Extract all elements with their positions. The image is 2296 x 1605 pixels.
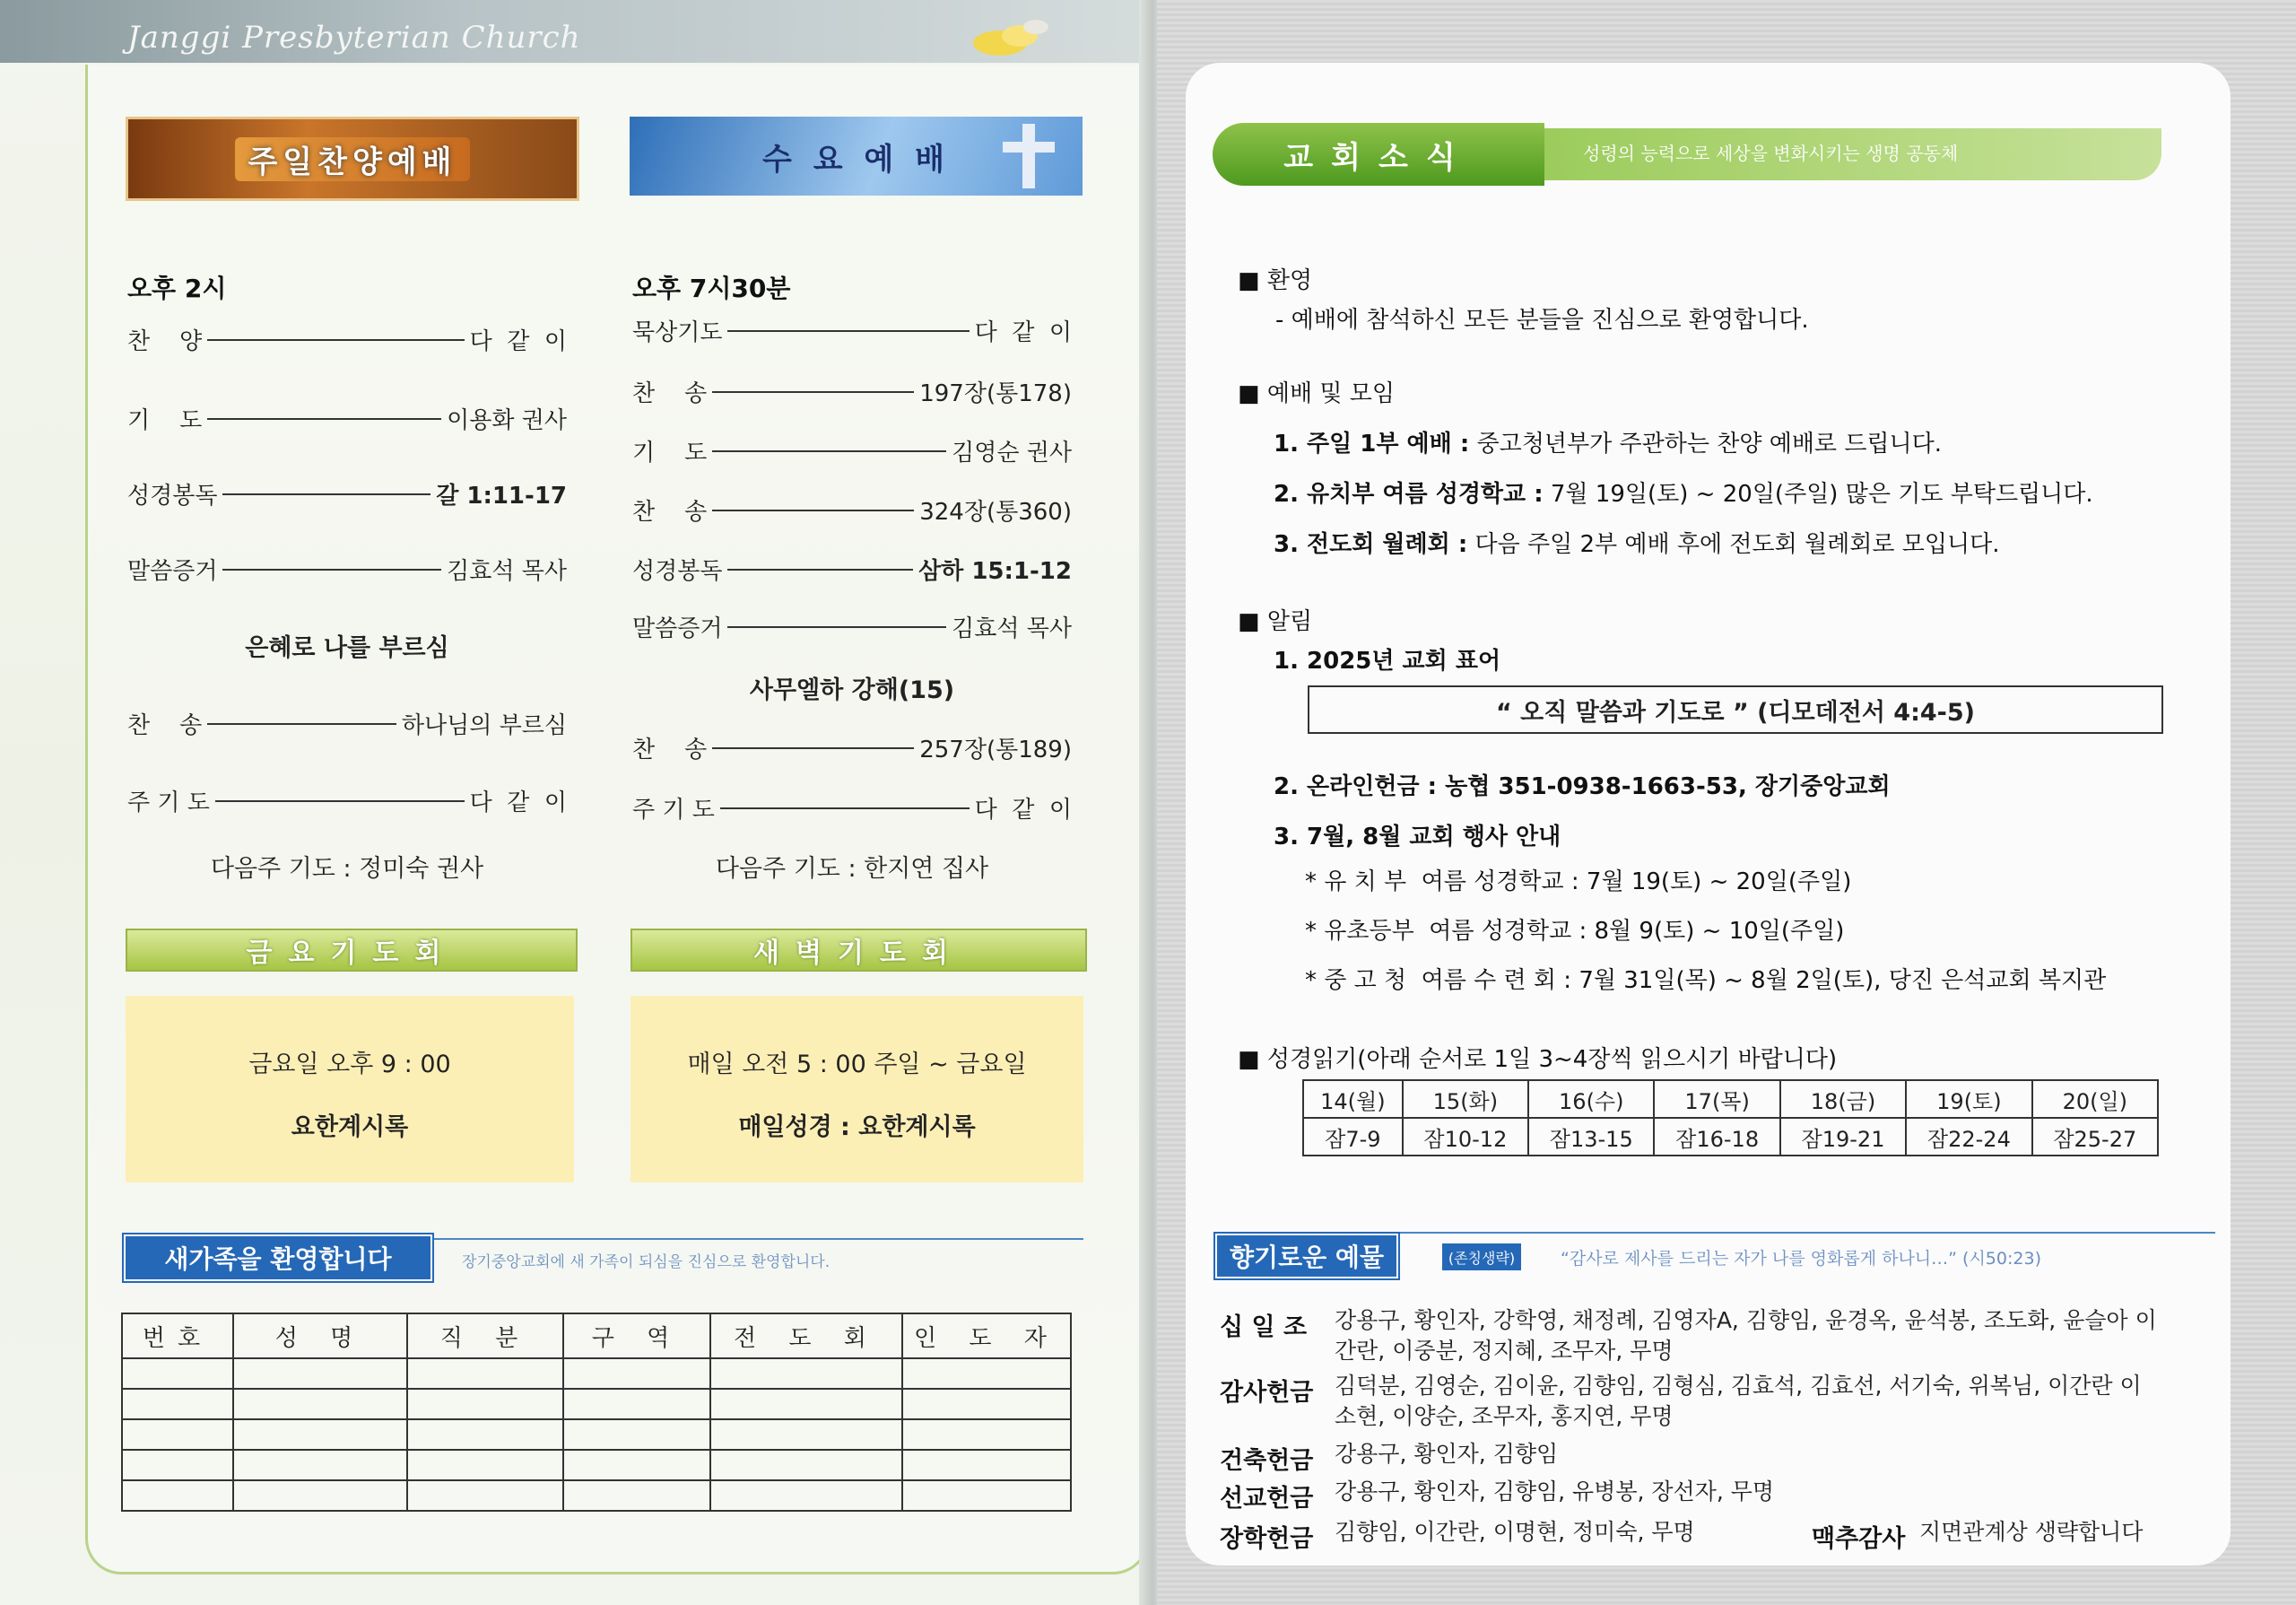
dotted-rule — [712, 391, 914, 393]
cross-icon-bar — [1003, 142, 1055, 153]
row-label: 성경봉독 — [127, 483, 218, 510]
mission-names: 강용구, 황인자, 김향임, 유병봉, 장선자, 무명 — [1335, 1479, 1775, 1505]
table-cell[interactable] — [233, 1389, 407, 1419]
table-cell[interactable] — [563, 1389, 710, 1419]
wednesday-row — [632, 731, 1072, 764]
row-value: 324장(통360) — [919, 499, 1072, 526]
sunday-row — [127, 402, 567, 435]
barley-label: 맥추감사 — [1812, 1525, 1906, 1553]
flower-icon — [964, 16, 1054, 65]
worship-item-text: 다음 주일 2부 예배 후에 전도회 월례회로 모입니다. — [1467, 531, 2000, 558]
row-label: 찬 양 — [127, 328, 203, 355]
row-value: 삼하 15:1-12 — [918, 558, 1072, 585]
table-cell[interactable] — [902, 1480, 1071, 1511]
row-value: 김효석 목사 — [447, 558, 567, 585]
row-label: 말씀증거 — [127, 558, 218, 585]
table-cell[interactable] — [407, 1419, 563, 1450]
building-names: 강용구, 황인자, 김향임 — [1335, 1441, 1559, 1467]
sunday-row — [127, 553, 567, 586]
column-header: 성 명 — [233, 1313, 407, 1358]
table-cell[interactable] — [407, 1480, 563, 1511]
dotted-rule — [207, 339, 464, 341]
table-cell[interactable] — [122, 1389, 233, 1419]
row-value: 갈 1:11-17 — [436, 483, 567, 510]
worship-item — [1274, 526, 1999, 559]
reading-day: 19(토) — [1906, 1080, 2031, 1118]
reading-day: 17(목) — [1654, 1080, 1779, 1118]
offerings-note: (존칭생략) — [1442, 1243, 1521, 1270]
table-cell[interactable] — [902, 1419, 1071, 1450]
table-cell[interactable] — [710, 1419, 902, 1450]
table-cell[interactable] — [902, 1450, 1071, 1480]
wednesday-next-prayer: 다음주 기도 : 한지연 집사 — [715, 855, 989, 883]
dotted-rule — [222, 493, 430, 495]
event-item: * 중 고 청 여름 수 련 회 : 7월 31일(목) ~ 8월 2일(토), 당진 은석교회 복지관 — [1305, 967, 2107, 994]
event-item: * 유초등부 여름 성경학교 : 8월 9(토) ~ 10일(주일) — [1305, 918, 1845, 945]
friday-prayer-box — [126, 996, 574, 1182]
church-motto: “ 오직 말씀과 기도로 ” (디모데전서 4:4-5) — [1308, 685, 2163, 734]
row-label: 찬 송 — [632, 380, 708, 407]
table-cell[interactable] — [122, 1480, 233, 1511]
reading-chapter: 잠25-27 — [2032, 1118, 2158, 1156]
reading-day: 14(월) — [1303, 1080, 1403, 1118]
row-label: 묵상기도 — [632, 319, 723, 346]
table-cell[interactable] — [233, 1358, 407, 1389]
worship-heading: ■ 예배 및 모임 — [1238, 380, 1395, 407]
dotted-rule — [712, 510, 914, 511]
sunday-sermon-title: 은혜로 나를 부르심 — [245, 634, 449, 662]
bible-reading-table — [1302, 1079, 2159, 1156]
table-cell[interactable] — [710, 1450, 902, 1480]
cross-icon — [1022, 124, 1035, 188]
dawn-prayer-title: 새벽기도회 — [631, 929, 1087, 972]
table-cell[interactable] — [902, 1389, 1071, 1419]
sunday-banner-title: 주일찬양예배 — [235, 137, 469, 181]
events-heading: 3. 7월, 8월 교회 행사 안내 — [1274, 824, 1561, 850]
offerings-rule — [1395, 1232, 2215, 1234]
row-value: 하나님의 부르심 — [401, 712, 567, 739]
row-label: 주 기 도 — [632, 797, 715, 824]
row-value: 다 같 이 — [469, 789, 567, 816]
table-cell[interactable] — [710, 1480, 902, 1511]
table-cell[interactable] — [407, 1358, 563, 1389]
friday-text: 요한계시록 — [291, 1113, 409, 1141]
dotted-rule — [207, 723, 396, 725]
dotted-rule — [727, 626, 946, 628]
notice-heading: ■ 알림 — [1238, 608, 1313, 635]
wednesday-banner — [630, 117, 1083, 196]
worship-item — [1274, 425, 1942, 458]
column-header: 구 역 — [563, 1313, 710, 1358]
worship-item-label: 1. 주일 1부 예배 : — [1274, 431, 1470, 458]
wednesday-row — [632, 375, 1072, 408]
table-cell[interactable] — [710, 1358, 902, 1389]
friday-prayer-title: 금요기도회 — [126, 929, 578, 972]
reading-day: 15(화) — [1403, 1080, 1528, 1118]
column-header: 번호 — [122, 1313, 233, 1358]
thanks-label: 감사헌금 — [1220, 1379, 1314, 1407]
welcome-heading: ■ 환영 — [1238, 267, 1313, 294]
dotted-rule — [727, 569, 913, 571]
table-row — [122, 1450, 1071, 1480]
sunday-row — [127, 707, 567, 740]
reading-days-row — [1303, 1080, 2158, 1118]
new-family-table — [121, 1313, 1072, 1512]
column-header: 인 도 자 — [902, 1313, 1071, 1358]
event-item: * 유 치 부 여름 성경학교 : 7월 19(토) ~ 20일(주일) — [1305, 868, 1852, 895]
notice-motto-label: 1. 2025년 교회 표어 — [1274, 648, 1501, 675]
offerings-title: 향기로운 예물 — [1215, 1234, 1398, 1278]
reading-chapter: 잠10-12 — [1403, 1118, 1528, 1156]
worship-item-text: 7월 19일(토) ~ 20일(주일) 많은 기도 부탁드립니다. — [1543, 481, 2093, 508]
building-label: 건축헌금 — [1220, 1447, 1314, 1475]
dotted-rule — [720, 807, 970, 809]
barley-text: 지면관계상 생략합니다 — [1919, 1519, 2144, 1545]
reading-day: 16(수) — [1528, 1080, 1654, 1118]
table-cell[interactable] — [563, 1480, 710, 1511]
scholarship-label: 장학헌금 — [1220, 1525, 1314, 1553]
row-label: 기 도 — [632, 440, 708, 467]
row-value: 197장(통178) — [919, 380, 1072, 407]
row-label: 주 기 도 — [127, 789, 210, 816]
online-offering: 2. 온라인헌금 : 농협 351-0938-1663-53, 장기중앙교회 — [1274, 773, 1891, 800]
table-row — [122, 1358, 1071, 1389]
welcome-text: - 예배에 참석하신 모든 분들을 진심으로 환영합니다. — [1275, 307, 1809, 334]
mission-label: 선교헌금 — [1220, 1485, 1314, 1513]
dotted-rule — [207, 418, 441, 420]
worship-item-label: 3. 전도회 월례회 : — [1274, 531, 1468, 558]
table-cell[interactable] — [233, 1450, 407, 1480]
dotted-rule — [222, 569, 441, 571]
church-name: Janggi Presbyterian Church — [127, 20, 581, 56]
wednesday-row — [632, 434, 1072, 467]
row-label: 성경봉독 — [632, 558, 723, 585]
row-label: 찬 송 — [127, 712, 203, 739]
row-label: 찬 송 — [632, 737, 708, 763]
table-cell[interactable] — [407, 1389, 563, 1419]
row-label: 찬 송 — [632, 499, 708, 526]
dotted-rule — [727, 330, 969, 332]
worship-item-label: 2. 유치부 여름 성경학교 : — [1274, 481, 1544, 508]
wednesday-banner-title: 수 요 예 배 — [762, 141, 950, 178]
table-row — [122, 1419, 1071, 1450]
sunday-row — [127, 784, 567, 817]
worship-item-text: 중고청년부가 주관하는 찬양 예배로 드립니다. — [1469, 431, 1943, 458]
table-cell[interactable] — [563, 1450, 710, 1480]
wednesday-row — [632, 314, 1072, 347]
table-header-row — [122, 1313, 1071, 1358]
friday-time: 금요일 오후 9 : 00 — [248, 1051, 451, 1078]
reading-chapter: 잠13-15 — [1528, 1118, 1654, 1156]
sunday-row — [127, 323, 567, 356]
wednesday-row — [632, 493, 1072, 527]
row-value: 김영순 권사 — [952, 440, 1072, 467]
wednesday-row — [632, 610, 1072, 643]
new-family-title: 새가족을 환영합니다 — [124, 1234, 432, 1281]
wednesday-row — [632, 553, 1072, 586]
table-row — [122, 1480, 1071, 1511]
dotted-rule — [712, 450, 946, 452]
row-label: 말씀증거 — [632, 615, 723, 642]
reading-chapter: 잠7-9 — [1303, 1118, 1403, 1156]
reading-chapter: 잠22-24 — [1906, 1118, 2031, 1156]
table-cell[interactable] — [233, 1480, 407, 1511]
reading-chapter: 잠19-21 — [1780, 1118, 1906, 1156]
news-subtitle: 성령의 능력으로 세상을 변화시키는 생명 공동체 — [1583, 143, 1959, 164]
column-header: 전 도 회 — [710, 1313, 902, 1358]
row-value: 다 같 이 — [469, 328, 567, 355]
row-value: 다 같 이 — [974, 797, 1072, 824]
new-family-rule — [429, 1238, 1083, 1240]
sunday-next-prayer: 다음주 기도 : 정미숙 권사 — [210, 855, 484, 883]
row-value: 김효석 목사 — [952, 615, 1072, 642]
worship-item — [1274, 475, 2093, 509]
wednesday-row — [632, 791, 1072, 824]
row-value: 다 같 이 — [974, 319, 1072, 346]
dawn-prayer-box — [631, 996, 1083, 1182]
dotted-rule — [712, 747, 914, 749]
new-family-subtitle: 장기중앙교회에 새 가족이 되심을 진심으로 환영합니다. — [462, 1253, 831, 1271]
row-value: 257장(통189) — [919, 737, 1072, 763]
bible-reading-heading: ■ 성경읽기(아래 순서로 1일 3~4장씩 읽으시기 바랍니다) — [1238, 1046, 1838, 1073]
table-row — [122, 1389, 1071, 1419]
table-cell[interactable] — [122, 1419, 233, 1450]
table-cell[interactable] — [233, 1419, 407, 1450]
wednesday-time: 오후 7시30분 — [632, 274, 791, 303]
sunday-row — [127, 477, 567, 510]
reading-chapters-row — [1303, 1118, 2158, 1156]
dawn-time: 매일 오전 5 : 00 주일 ~ 금요일 — [687, 1051, 1027, 1078]
offerings-verse: “감사로 제사를 드리는 자가 나를 영화롭게 하나니…” (시50:23) — [1561, 1249, 2041, 1269]
table-cell[interactable] — [563, 1358, 710, 1389]
tithe-names: 강용구, 황인자, 강학영, 채정례, 김영자A, 김향임, 윤경옥, 윤석봉, 조도화, 윤슬아 이간란, 이중분, 정지혜, 조무자, 무명 — [1335, 1307, 2157, 1364]
table-cell[interactable] — [710, 1389, 902, 1419]
reading-day: 18(금) — [1780, 1080, 1906, 1118]
table-cell[interactable] — [407, 1450, 563, 1480]
sunday-banner — [126, 117, 579, 201]
table-cell[interactable] — [122, 1358, 233, 1389]
wednesday-sermon-title: 사무엘하 강해(15) — [749, 676, 955, 704]
tithe-label: 십 일 조 — [1220, 1313, 1308, 1341]
reading-chapter: 잠16-18 — [1654, 1118, 1779, 1156]
table-cell[interactable] — [902, 1358, 1071, 1389]
table-cell[interactable] — [122, 1450, 233, 1480]
column-header: 직 분 — [407, 1313, 563, 1358]
scholarship-names: 김향임, 이간란, 이명현, 정미숙, 무명 — [1335, 1519, 1695, 1545]
reading-day: 20(일) — [2032, 1080, 2158, 1118]
news-tab: 교회소식 — [1213, 123, 1544, 186]
dotted-rule — [215, 800, 465, 802]
table-cell[interactable] — [563, 1419, 710, 1450]
dawn-text: 매일성경 : 요한계시록 — [738, 1113, 976, 1141]
thanks-names: 김덕분, 김영순, 김이윤, 김향임, 김형심, 김효석, 김효선, 서기숙, 위복님, 이간란 이소현, 이양순, 조무자, 홍지연, 무명 — [1335, 1373, 2142, 1429]
row-label: 기 도 — [127, 407, 203, 434]
sunday-time: 오후 2시 — [127, 274, 227, 303]
row-value: 이용화 권사 — [447, 407, 567, 434]
